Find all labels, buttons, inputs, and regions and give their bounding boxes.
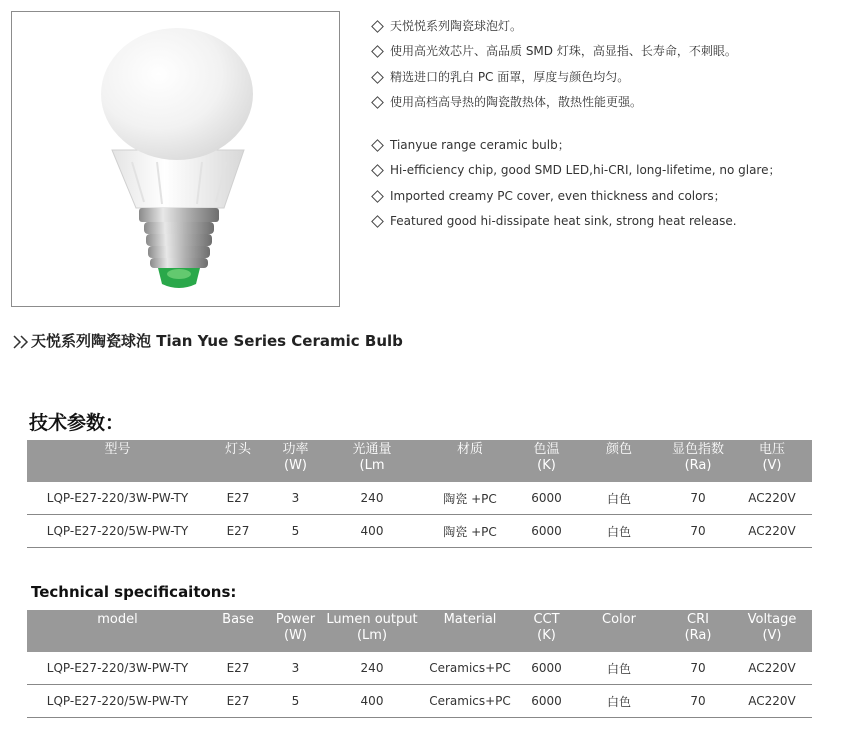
double-chevron-right-icon (11, 335, 31, 349)
cell-model: LQP-E27-220/3W-PW-TY (27, 652, 208, 685)
diamond-bullet-icon (371, 215, 384, 228)
column-header: 功率 (W) (268, 440, 323, 482)
cell-model: LQP-E27-220/3W-PW-TY (27, 482, 208, 515)
table-row (27, 685, 812, 718)
table-header-row (27, 440, 812, 482)
diamond-bullet-icon (371, 45, 384, 58)
product-photo-frame (11, 11, 340, 307)
cell-model: LQP-E27-220/5W-PW-TY (27, 515, 208, 548)
column-header: Voltage (V) (732, 610, 812, 652)
column-header: 型号 (27, 440, 208, 482)
spec-heading-en: Technical specificaitons: (31, 583, 237, 601)
cell-voltage: AC220V (732, 685, 812, 718)
cell-color: 白色 (574, 482, 664, 515)
cell-power: 5 (268, 515, 323, 548)
column-header: 电压 (V) (732, 440, 812, 482)
feature-item-en: Hi-efficiency chip, good SMD LED,hi-CRI, long-lifetime, no glare； (370, 162, 781, 178)
column-header: 材质 (421, 440, 519, 482)
cell-material: Ceramics+PC (421, 685, 519, 718)
cell-voltage: AC220V (732, 652, 812, 685)
diamond-bullet-icon (371, 71, 384, 84)
cell-cri: 70 (664, 482, 732, 515)
spec-table-en (27, 610, 812, 718)
column-header: CCT (K) (519, 610, 574, 652)
column-header: Lumen output (Lm) (323, 610, 421, 652)
cell-power: 3 (268, 652, 323, 685)
spec-table-zh (27, 440, 812, 548)
column-header: 光通量 (Lm (323, 440, 421, 482)
cell-material: Ceramics+PC (421, 652, 519, 685)
column-header: Power (W) (268, 610, 323, 652)
cell-model: LQP-E27-220/5W-PW-TY (27, 685, 208, 718)
feature-item-zh: 使用高光效芯片、高品质 SMD 灯珠，高显指、长寿命，不刺眼。 (370, 43, 737, 59)
bulb-illustration (12, 12, 339, 306)
cell-lumen: 400 (323, 515, 421, 548)
cell-material: 陶瓷 +PC (421, 515, 519, 548)
e27-base (139, 208, 219, 222)
cell-voltage: AC220V (732, 482, 812, 515)
cell-base: E27 (208, 515, 268, 548)
table-row (27, 652, 812, 685)
feature-item-zh: 天悦悦系列陶瓷球泡灯。 (370, 18, 522, 34)
cell-color: 白色 (574, 652, 664, 685)
diamond-bullet-icon (371, 139, 384, 152)
column-header: 颜色 (574, 440, 664, 482)
table-row (27, 482, 812, 515)
column-header: Material (421, 610, 519, 652)
table-header-row (27, 610, 812, 652)
column-header: model (27, 610, 208, 652)
table-row (27, 515, 812, 548)
cell-base: E27 (208, 482, 268, 515)
cell-lumen: 400 (323, 685, 421, 718)
cell-voltage: AC220V (732, 515, 812, 548)
cell-color: 白色 (574, 515, 664, 548)
cell-cct: 6000 (519, 652, 574, 685)
cell-base: E27 (208, 685, 268, 718)
column-header: CRI (Ra) (664, 610, 732, 652)
column-header: 色温 (K) (519, 440, 574, 482)
cell-power: 3 (268, 482, 323, 515)
cell-color: 白色 (574, 685, 664, 718)
cell-cri: 70 (664, 685, 732, 718)
feature-item-en: Tianyue range ceramic bulb； (370, 137, 570, 153)
cell-base: E27 (208, 652, 268, 685)
cell-cct: 6000 (519, 482, 574, 515)
cell-material: 陶瓷 +PC (421, 482, 519, 515)
cell-cri: 70 (664, 515, 732, 548)
cell-lumen: 240 (323, 652, 421, 685)
cell-cri: 70 (664, 652, 732, 685)
cell-cct: 6000 (519, 685, 574, 718)
feature-item-en: Featured good hi-dissipate heat sink, strong heat release. (370, 213, 737, 229)
feature-item-zh: 使用高档高导热的陶瓷散热体，散热性能更强。 (370, 94, 642, 110)
diamond-bullet-icon (371, 164, 384, 177)
feature-item-en: Imported creamy PC cover, even thickness and colors； (370, 188, 726, 204)
cell-cct: 6000 (519, 515, 574, 548)
spec-heading-zh: 技术参数： (29, 412, 125, 434)
section-title: 天悦系列陶瓷球泡 Tian Yue Series Ceramic Bulb (11, 330, 403, 351)
diamond-bullet-icon (371, 96, 384, 109)
column-header: 灯头 (208, 440, 268, 482)
cell-power: 5 (268, 685, 323, 718)
cell-lumen: 240 (323, 482, 421, 515)
column-header: Color (574, 610, 664, 652)
feature-item-zh: 精选进口的乳白 PC 面罩，厚度与颜色均匀。 (370, 69, 629, 85)
column-header: 显色指数 (Ra) (664, 440, 732, 482)
pc-cover (101, 28, 253, 160)
diamond-bullet-icon (371, 20, 384, 33)
diamond-bullet-icon (371, 190, 384, 203)
column-header: Base (208, 610, 268, 652)
